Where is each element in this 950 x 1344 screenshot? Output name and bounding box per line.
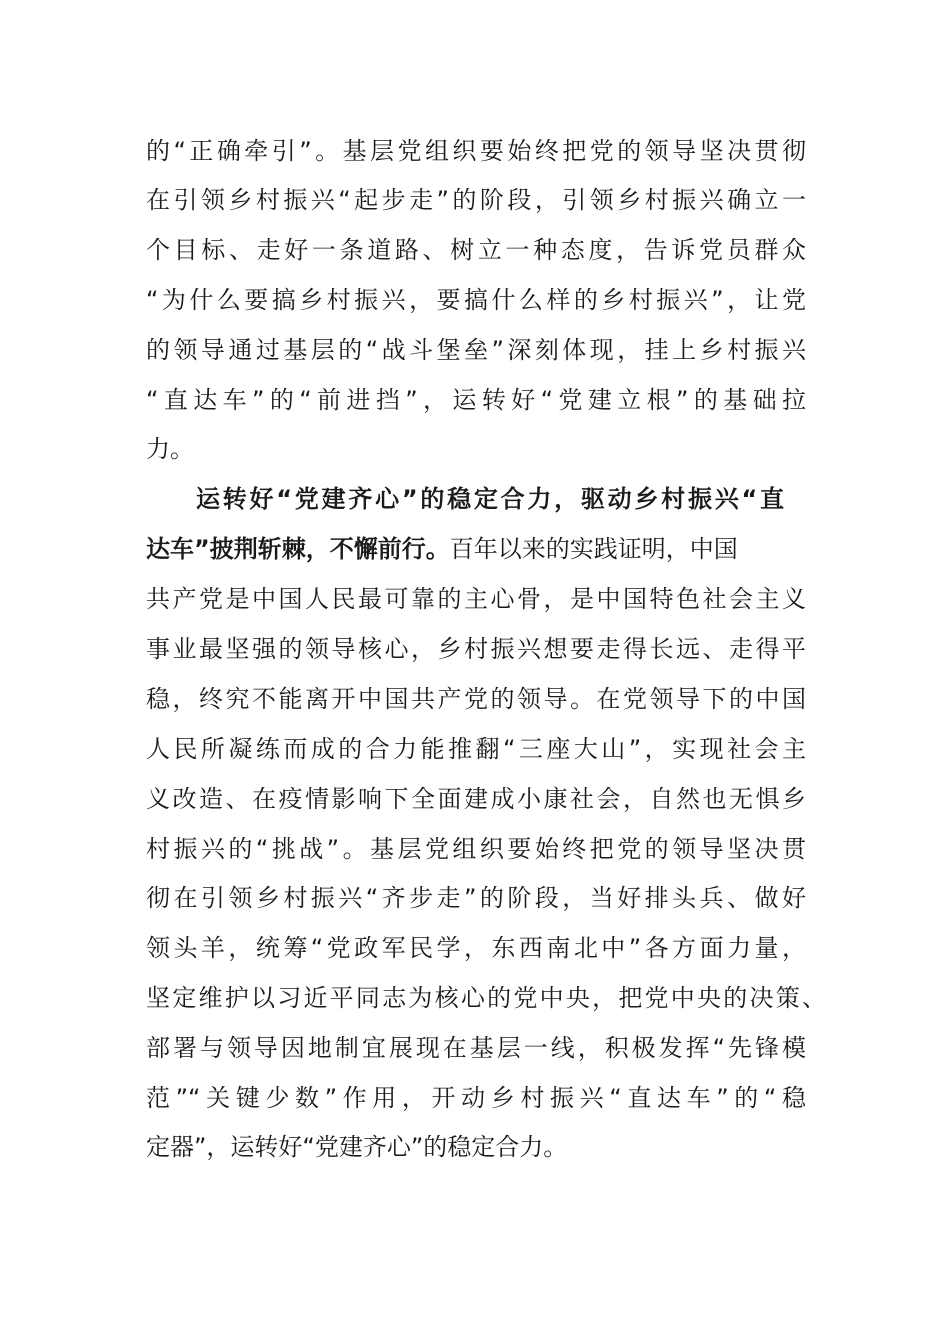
paragraph-heading-end: 达车”披荆斩棘，不懈前行。 [146,535,450,563]
text-line: 坚定维护以习近平同志为核心的党中央，把党中央的决策、 [146,984,826,1012]
text-line: 村振兴的“挑战”。基层党组织要始终把党的领导坚决贯 [146,835,806,863]
paragraph-heading: 运转好“党建齐心”的稳定合力，驱动乡村振兴“直 [196,485,784,513]
text-line: 力。 [146,435,194,463]
text-line [146,529,806,569]
text-line: 人民所凝练而成的合力能推翻“三座大山”，实现社会主 [146,735,806,763]
text-line: 部署与领导因地制宜展现在基层一线，积极发挥“先锋模 [146,1034,806,1062]
text-line: 在引领乡村振兴“起步走”的阶段，引领乡村振兴确立一 [146,186,806,214]
text-line: 领头羊，统筹“党政军民学，东西南北中”各方面力量， [146,934,806,962]
text-segment: 百年以来的实践证明，中国 [449,535,738,563]
text-line: 定器”，运转好“党建齐心”的稳定合力。 [146,1133,568,1161]
text-line: 个目标、走好一条道路、树立一种态度，告诉党员群众 [146,236,806,264]
text-line: 事业最坚强的领导核心，乡村振兴想要走得长远、走得平 [146,635,806,663]
text-line: “为什么要搞乡村振兴，要搞什么样的乡村振兴”，让党 [146,286,806,314]
text-line: 彻在引领乡村振兴“齐步走”的阶段，当好排头兵、做好 [146,884,806,912]
text-line: 稳，终究不能离开中国共产党的领导。在党领导下的中国 [146,685,806,713]
text-line: 的领导通过基层的“战斗堡垒”深刻体现，挂上乡村振兴 [146,336,806,364]
text-line: 共产党是中国人民最可靠的主心骨，是中国特色社会主义 [146,585,806,613]
text-line: 义改造、在疫情影响下全面建成小康社会，自然也无惧乡 [146,785,806,813]
text-line: “直达车”的“前进挡”，运转好“党建立根”的基础拉 [146,386,806,414]
text-line: 的“正确牵引”。基层党组织要始终把党的领导坚决贯彻 [146,137,806,165]
text-line: 范”“关键少数”作用，开动乡村振兴“直达车”的“稳 [146,1084,806,1112]
